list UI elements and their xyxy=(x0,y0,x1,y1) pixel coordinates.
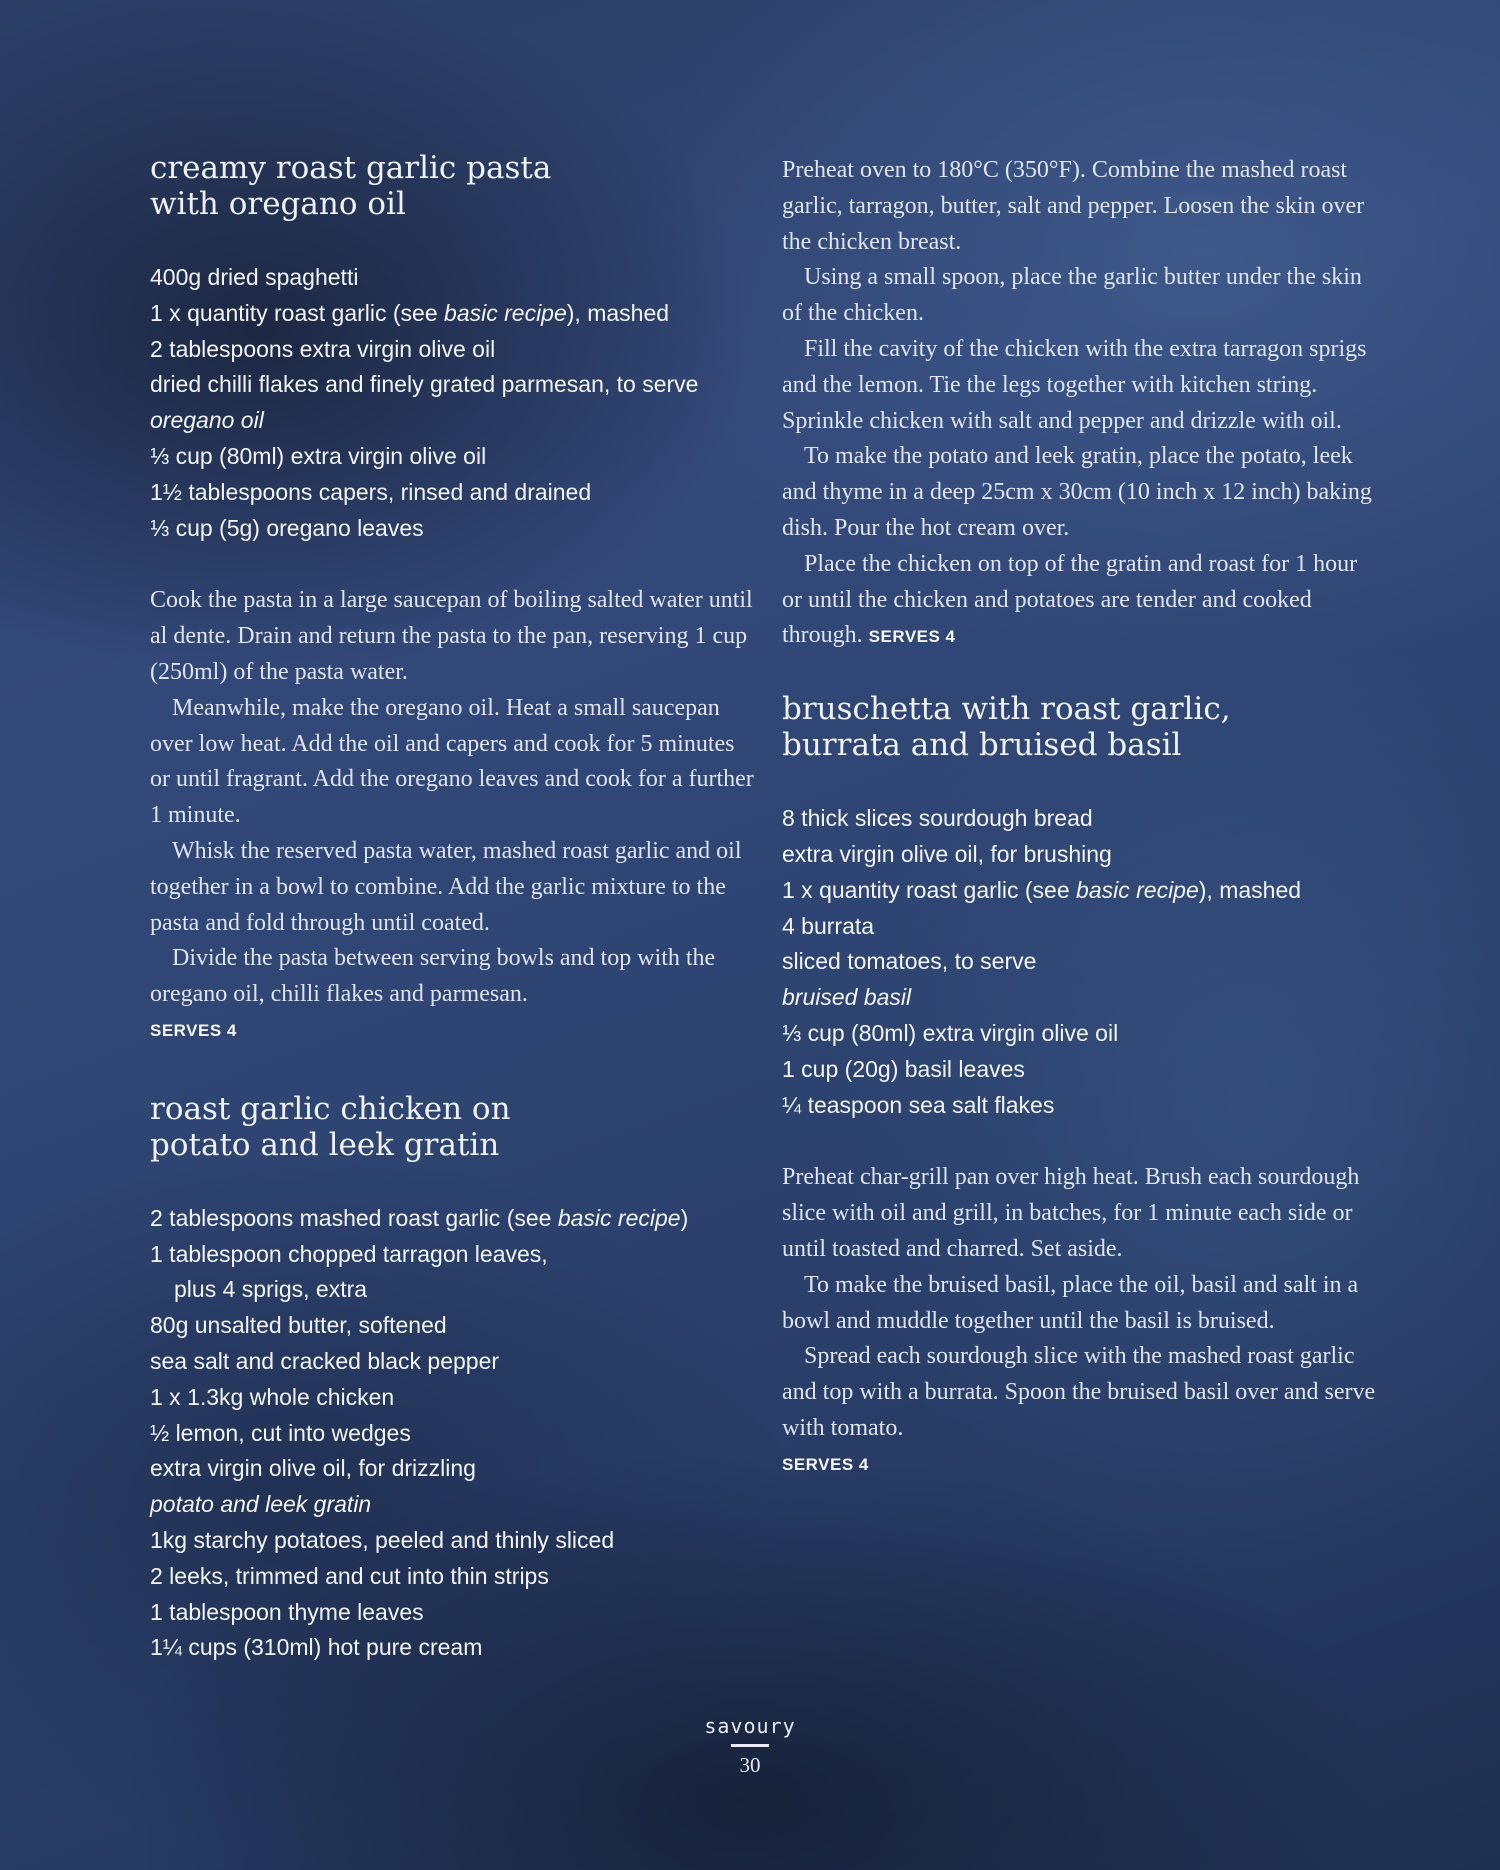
ingredient-item: 4 burrata xyxy=(782,912,875,939)
method-paragraph: Place the chicken on top of the gratin and roast for 1 hour or until the chicken and potatoes are tender and cooked through. SERVES 4 xyxy=(782,550,1358,649)
ingredient-item: 1 x quantity roast garlic (see basic recipe), mashed xyxy=(782,876,1302,903)
method-paragraph: To make the bruised basil, place the oil, basil and salt in a bowl and muddle together until the basil is bruised. xyxy=(782,1271,1359,1334)
method-paragraph: Preheat char-grill pan over high heat. Brush each sourdough slice with oil and grill, in batches, for 1 minute each side or until toasted and charred. Set aside. xyxy=(782,1164,1360,1262)
method-paragraph: Meanwhile, make the oregano oil. Heat a small saucepan over low heat. Add the oil and capers and cook for 5 minutes or until fragrant. Add the oregano leaves and cook for a further 1 minute. xyxy=(150,694,754,829)
ingredient-item: 1 x 1.3kg whole chicken xyxy=(150,1383,395,1410)
ingredient-item: 2 tablespoons extra virgin olive oil xyxy=(150,335,496,362)
ingredient-item: extra virgin olive oil, for drizzling xyxy=(150,1455,476,1482)
ingredient-item: sliced tomatoes, to serve xyxy=(782,948,1037,975)
method-paragraph: Fill the cavity of the chicken with the extra tarragon sprigs and the lemon. Tie the legs together with kitchen string. Sprinkle chicken with salt and pepper and drizzle with oil. xyxy=(782,335,1367,434)
method-roast-garlic-chicken xyxy=(782,153,1382,655)
ingredient-item: dried chilli flakes and finely grated parmesan, to serve xyxy=(150,371,699,398)
ingredient-subheading: bruised basil xyxy=(782,984,912,1011)
ingredient-list xyxy=(782,801,1382,1123)
recipe-bruschetta xyxy=(782,691,1382,1482)
ingredient-item: ⅓ cup (80ml) extra virgin olive oil xyxy=(782,1019,1119,1046)
method-paragraph: Spread each sourdough slice with the mashed roast garlic and top with a burrata. Spoon the bruised basil over and serve with tomato. xyxy=(782,1343,1376,1441)
ingredient-item: 400g dried spaghetti xyxy=(150,264,359,290)
ingredient-item: ½ lemon, cut into wedges xyxy=(150,1419,411,1446)
left-column xyxy=(150,150,760,1666)
ingredient-item: sea salt and cracked black pepper xyxy=(150,1347,500,1374)
ingredient-item: ⅓ cup (80ml) extra virgin olive oil xyxy=(150,442,487,469)
method xyxy=(782,1160,1382,1482)
serves-label: SERVES 4 xyxy=(782,1454,869,1474)
serves-label: SERVES 4 xyxy=(868,627,956,647)
ingredient-item: ¼ teaspoon sea salt flakes xyxy=(782,1091,1055,1118)
ingredient-item: 2 tablespoons mashed roast garlic (see basic recipe) xyxy=(150,1204,689,1231)
ingredient-item: ⅓ cup (5g) oregano leaves xyxy=(150,514,424,541)
recipe-title: roast garlic chicken on potato and leek gratin xyxy=(150,1090,511,1163)
page-footer xyxy=(0,1714,1500,1778)
ingredient-item: plus 4 sprigs, extra xyxy=(174,1276,368,1303)
recipe-creamy-roast-garlic-pasta xyxy=(150,150,760,1049)
method-paragraph: Cook the pasta in a large saucepan of boiling salted water until al dente. Drain and return the pasta to the pan, reserving 1 cup (250ml) of the pasta water. xyxy=(150,587,753,685)
ingredient-item: 1 tablespoon chopped tarragon leaves, xyxy=(150,1240,548,1267)
method-paragraph: Divide the pasta between serving bowls and top with the oregano oil, chilli flakes and parmesan. xyxy=(150,945,716,1008)
ingredient-list xyxy=(150,1201,760,1666)
recipe-title: creamy roast garlic pasta with oregano oil xyxy=(150,150,552,222)
section-name: savoury xyxy=(704,1714,796,1738)
ingredient-item: 1kg starchy potatoes, peeled and thinly sliced xyxy=(150,1526,615,1553)
recipe-roast-garlic-chicken xyxy=(150,1091,760,1666)
method-paragraph: Using a small spoon, place the garlic butter under the skin of the chicken. xyxy=(782,264,1362,327)
ingredient-item: 1 x quantity roast garlic (see basic recipe), mashed xyxy=(150,299,670,326)
ingredient-item: 1 tablespoon thyme leaves xyxy=(150,1598,424,1625)
method-paragraph: Whisk the reserved pasta water, mashed roast garlic and oil together in a bowl to combine. Add the garlic mixture to the pasta and fold through until coated. xyxy=(150,837,742,936)
method xyxy=(150,583,760,1048)
basic-recipe-ref: basic recipe xyxy=(557,1204,681,1231)
ingredient-item: 1½ tablespoons capers, rinsed and drained xyxy=(150,478,592,505)
right-column xyxy=(782,153,1382,1483)
method-paragraph: To make the potato and leek gratin, place the potato, leek and thyme in a deep 25cm x 30cm (10 inch x 12 inch) baking dish. Pour the hot cream over. xyxy=(782,443,1372,541)
ingredient-item: 8 thick slices sourdough bread xyxy=(782,805,1093,832)
page-number: 30 xyxy=(739,1753,761,1777)
ingredient-item: 1¼ cups (310ml) hot pure cream xyxy=(150,1634,483,1661)
serves-label: SERVES 4 xyxy=(150,1020,237,1040)
ingredient-list xyxy=(150,260,760,546)
footer-divider xyxy=(731,1744,769,1747)
ingredient-subheading: oregano oil xyxy=(150,407,264,434)
ingredient-item: 2 leeks, trimmed and cut into thin strips xyxy=(150,1562,549,1589)
basic-recipe-ref: basic recipe xyxy=(444,299,567,326)
ingredient-item: 1 cup (20g) basil leaves xyxy=(782,1055,1025,1082)
basic-recipe-ref: basic recipe xyxy=(1076,876,1199,903)
ingredient-item: extra virgin olive oil, for brushing xyxy=(782,840,1112,867)
ingredient-item: 80g unsalted butter, softened xyxy=(150,1312,447,1339)
recipe-title: bruschetta with roast garlic, burrata and bruised basil xyxy=(782,691,1231,764)
method-paragraph: Preheat oven to 180°C (350°F). Combine the mashed roast garlic, tarragon, butter, salt and pepper. Loosen the skin over the chicken breast. xyxy=(782,157,1365,255)
ingredient-subheading: potato and leek gratin xyxy=(150,1491,372,1518)
